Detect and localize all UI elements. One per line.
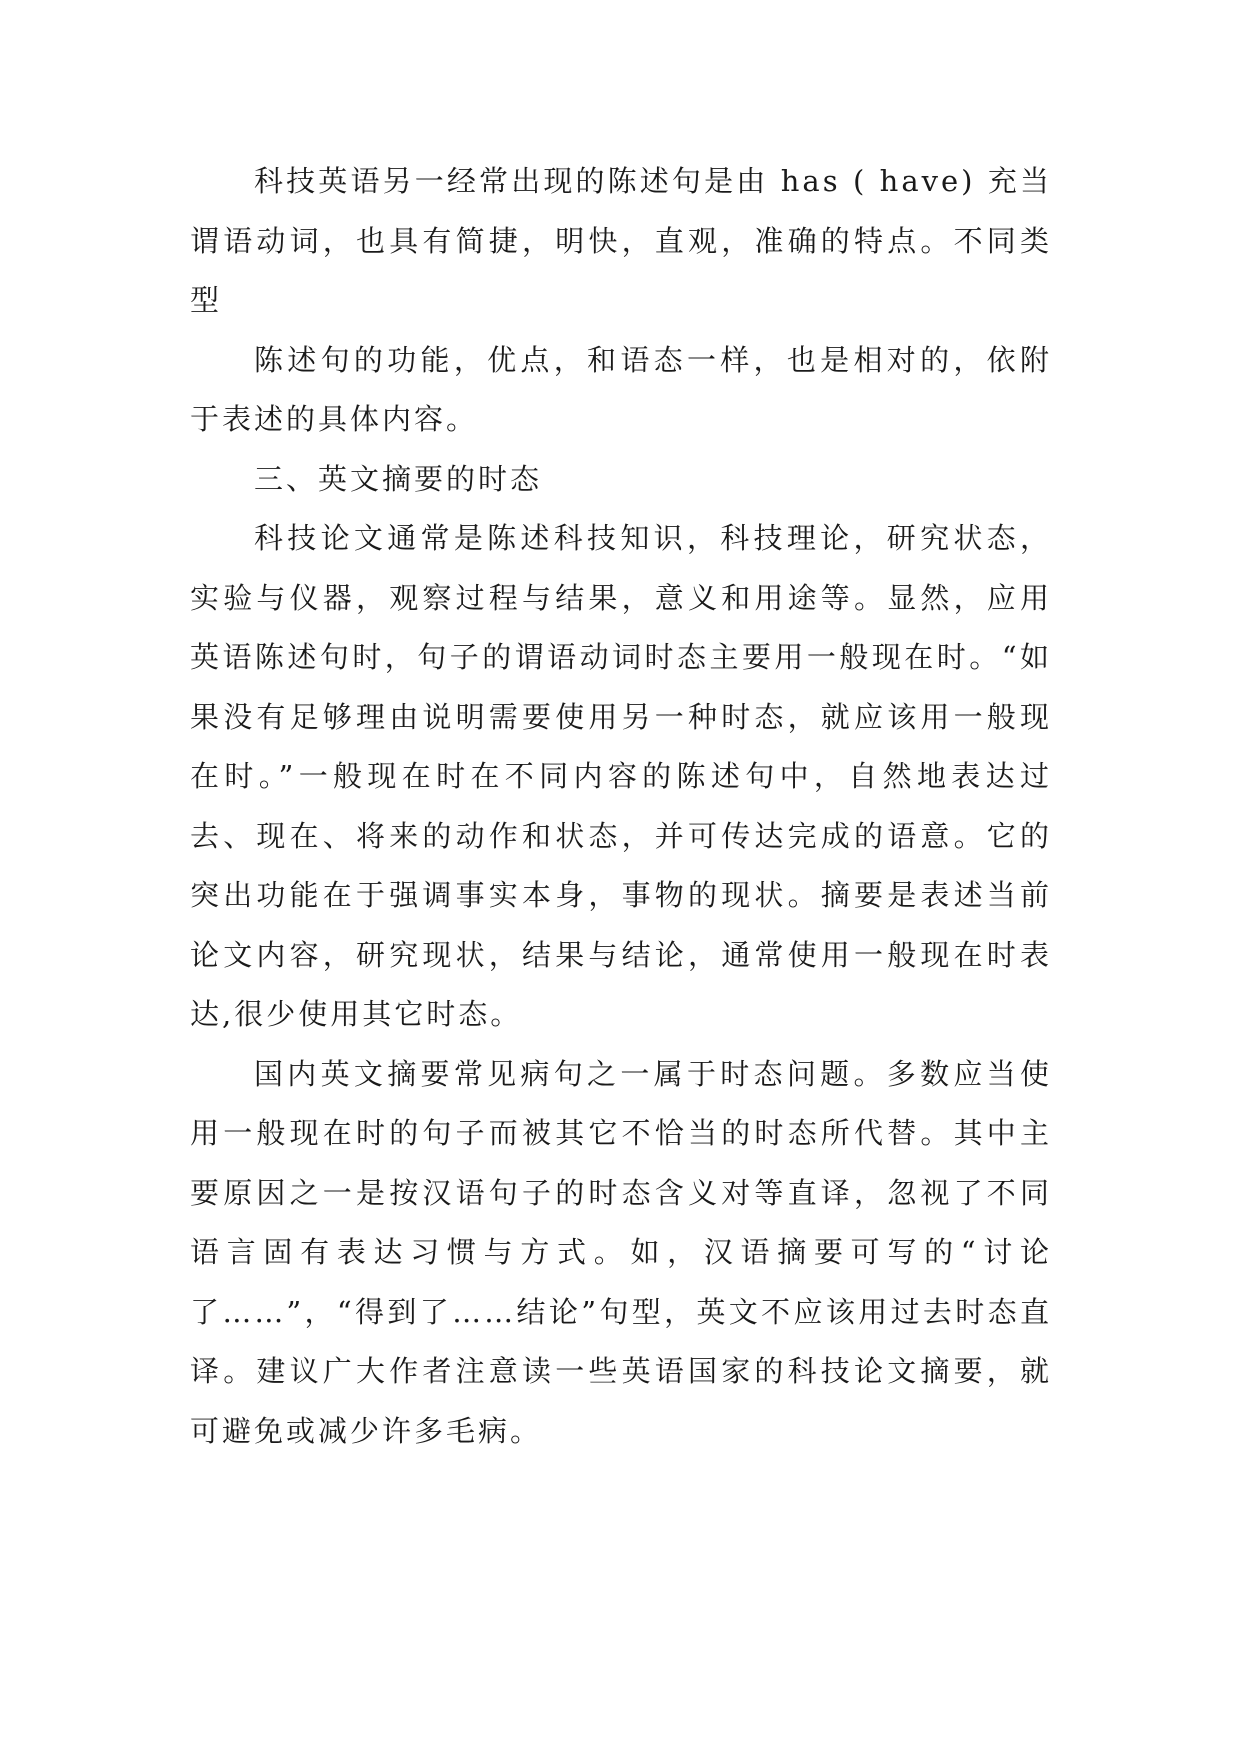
paragraph-has-have: 科技英语另一经常出现的陈述句是由 has ( have) 充当谓语动词，也具有简捷，明快，直观，准确的特点。不同类型 [190,164,1052,317]
paragraph-common-errors: 国内英文摘要常见病句之一属于时态问题。多数应当使用一般现在时的句子而被其它不恰当的时态所代替。其中主要原因之一是按汉语句子的时态含义对等直译，忽视了不同语言固有表达习惯与方式。如，汉语摘要可写的“讨论了……”，“得到了……结论”句型，英文不应该用过去时态直译。建议广大作者注意读一些英语国家的科技论文摘要，就可避免或减少许多毛病。 [190,1056,1052,1448]
paragraph-declarative-function: 陈述句的功能，优点，和语态一样，也是相对的，依附于表述的具体内容。 [190,342,1052,436]
paragraph-present-tense: 科技论文通常是陈述科技知识，科技理论，研究状态，实验与仪器，观察过程与结果，意义和用途等。显然，应用英语陈述句时，句子的谓语动词时态主要用一般现在时。“如果没有足够理由说明需要使用另一种时态，就应该用一般现在时。”一般现在时在不同内容的陈述句中，自然地表达过去、现在、将来的动作和状态，并可传达完成的语意。它的突出功能在于强调事实本身，事物的现状。摘要是表述当前论文内容，研究现状，结果与结论，通常使用一般现在时表达,很少使用其它时态。 [190,521,1052,1031]
section-heading-tense: 三、英文摘要的时态 [254,461,543,496]
body-text [190,152,1052,1461]
